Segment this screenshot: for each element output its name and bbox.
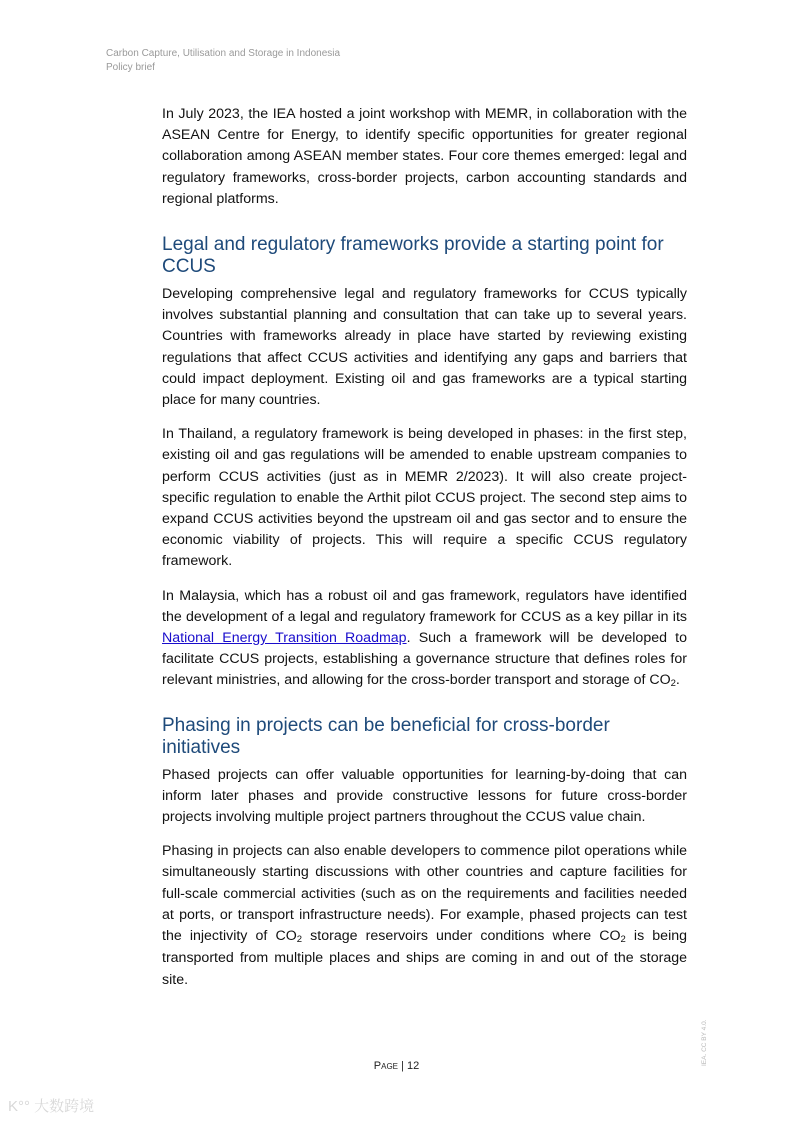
text-span: In Malaysia, which has a robust oil and gas framework, regulators have identified the development of a legal and regulatory framework for CCUS as a key pillar in its [162, 587, 687, 625]
running-header [106, 47, 340, 74]
page-footer [0, 1060, 793, 1072]
paragraph-thailand: In Thailand, a regulatory framework is being developed in phases: in the first step, existing oil and gas regulations will be amended to enable upstream companies to perform CCUS activities (just as in MEMR 2/2023). It will also create project-specific regulation to enable the Arthit pilot CCUS project. The second step aims to expand CCUS activities beyond the upstream oil and gas sector and to ensure the economic viability of projects. This will require a specific CCUS regulatory framework. [162, 426, 687, 570]
watermark-logo: K°° 大数跨境 [8, 1098, 95, 1115]
paragraph-phasing-pilot [162, 841, 687, 990]
page-body [162, 104, 687, 1004]
text-span: . [675, 672, 680, 689]
subscript: 2 [670, 678, 676, 690]
intro-paragraph: In July 2023, the IEA hosted a joint workshop with MEMR, in collaboration with the ASEAN Centre for Energy, to identify specific opportunities for greater regional collaboration among ASEAN member states. Four core themes emerged: legal and regulatory frameworks, cross-border projects, carbon accounting standards and regional platforms. [162, 106, 687, 207]
document-title: Carbon Capture, Utilisation and Storage in Indonesia [106, 48, 341, 59]
page-separator: | [398, 1060, 407, 1072]
paragraph-legal-frameworks: Developing comprehensive legal and regulatory frameworks for CCUS typically involves substantial planning and consultation that can take up to several years. Countries with frameworks already in place have started by reviewing existing regulations that affect CCUS activities and identifying any gaps and barriers that could impact deployment. Existing oil and gas frameworks are a typical starting place for many countries. [162, 286, 687, 409]
subscript: 2 [296, 934, 303, 946]
national-energy-transition-roadmap-link[interactable]: National Energy Transition Roadmap [162, 630, 407, 647]
section-heading-phasing-projects: Phasing in projects can be beneficial for cross-border initiatives [162, 714, 610, 758]
page-label: Page [373, 1060, 398, 1072]
section-heading-legal-frameworks: Legal and regulatory frameworks provide a starting point for CCUS [162, 234, 664, 278]
subscript: 2 [620, 934, 626, 946]
paragraph-phased-projects: Phased projects can offer valuable opportunities for learning-by-doing that can inform later phases and provide constructive lessons for future cross-border projects involving multiple project partners throughout the CCUS value chain. [162, 766, 687, 826]
text-span: Phasing in projects can also enable developers to commence pilot operations while simultaneously starting discussions with other countries and capture facilities for full-scale commercial activities (such as on the requirements and facilities needed at ports, or transport infrastructure needs). For example, phased projects can test the injectivity of CO [162, 843, 687, 945]
license-notice: IEA. CC BY 4.0. [701, 1019, 708, 1066]
paragraph-malaysia [162, 586, 687, 693]
document-subtitle: Policy brief [106, 61, 155, 73]
text-span: storage reservoirs under conditions where CO [302, 928, 621, 945]
text-span: . Such a framework will be developed to facilitate CCUS projects, establishing a governance structure that defines roles for relevant ministries, and allowing for the cross-border transport and storage of CO [162, 630, 688, 689]
text-span: is being transported from multiple places and ships are coming in and out of the storage site. [162, 928, 688, 988]
page-number: 12 [406, 1060, 420, 1072]
